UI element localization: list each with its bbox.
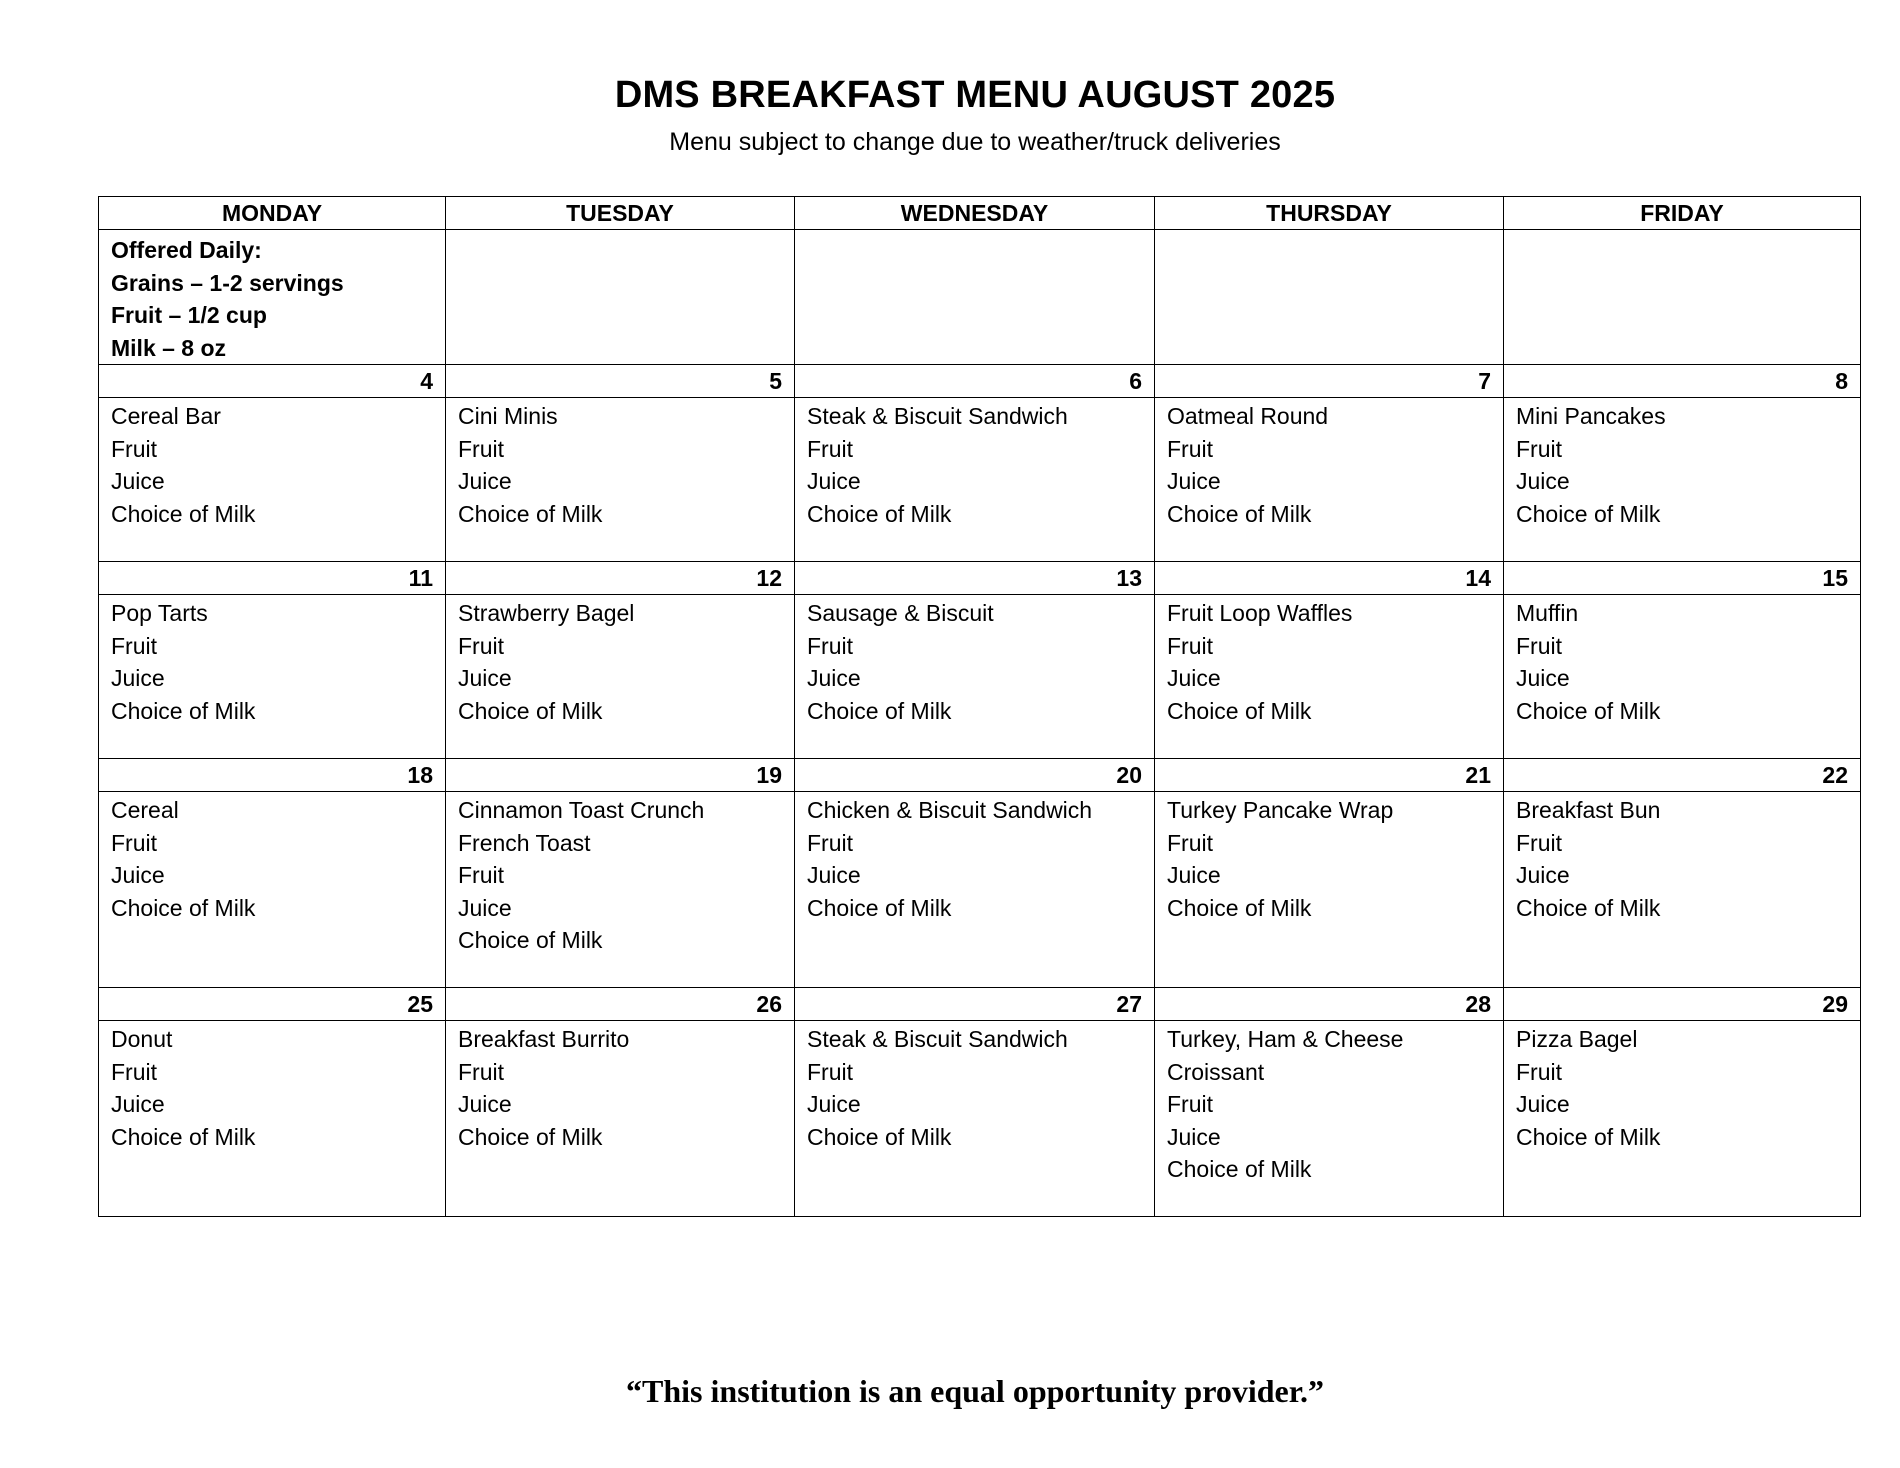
date-number-wednesday: 13 — [795, 562, 1155, 595]
menu-items-row — [99, 792, 1861, 988]
menu-item: Choice of Milk — [807, 697, 952, 724]
menu-item: Fruit — [111, 632, 157, 659]
menu-item: Choice of Milk — [1167, 1156, 1312, 1182]
menu-item: Fruit — [1516, 1058, 1562, 1085]
menu-item: Fruit — [807, 632, 853, 659]
menu-item: Cereal Bar — [111, 403, 221, 429]
menu-item: Choice of Milk — [458, 697, 603, 724]
offered-daily-heading: Offered Daily: — [111, 237, 262, 263]
menu-item: Chicken & Biscuit Sandwich — [807, 797, 1093, 823]
date-number-thursday: 7 — [1155, 365, 1504, 398]
menu-cell-friday — [1504, 792, 1861, 988]
day-header-row — [99, 197, 1861, 230]
menu-item: Mini Pancakes — [1516, 403, 1666, 429]
menu-item: Juice — [1516, 1091, 1570, 1117]
menu-item: Fruit — [1167, 1091, 1213, 1117]
menu-item: Juice — [111, 1091, 165, 1117]
offered-daily-row — [99, 230, 1861, 365]
menu-cell-friday — [1504, 398, 1861, 562]
menu-cell-monday — [99, 398, 446, 562]
menu-item: Juice — [458, 665, 512, 691]
date-number-friday: 8 — [1504, 365, 1861, 398]
menu-calendar — [98, 196, 1861, 1217]
offered-daily-cell — [99, 230, 446, 365]
menu-item: Cereal — [111, 797, 179, 823]
menu-item: Croissant — [1167, 1058, 1265, 1085]
date-number-friday: 15 — [1504, 562, 1861, 595]
menu-item: Cini Minis — [458, 403, 558, 429]
menu-item: Fruit — [111, 435, 157, 462]
menu-cell-tuesday — [446, 595, 795, 759]
menu-item: Choice of Milk — [458, 927, 603, 953]
menu-item: Breakfast Burrito — [458, 1026, 630, 1052]
menu-cell-thursday — [1155, 595, 1504, 759]
offered-daily-milk: Milk – 8 oz — [111, 334, 227, 361]
menu-item: Fruit — [458, 862, 504, 888]
date-number-tuesday: 12 — [446, 562, 795, 595]
menu-cell-thursday — [1155, 1021, 1504, 1217]
offered-daily-fruit: Fruit – 1/2 cup — [111, 302, 267, 328]
date-number-wednesday: 27 — [795, 988, 1155, 1021]
equal-opportunity-statement: “This institution is an equal opportunity provider.” — [626, 1373, 1324, 1409]
menu-item: Steak & Biscuit Sandwich — [807, 1026, 1068, 1052]
offered-daily-grains: Grains – 1-2 servings — [111, 269, 344, 296]
date-number-monday: 18 — [99, 759, 446, 792]
menu-cell-thursday — [1155, 398, 1504, 562]
menu-item: Choice of Milk — [1516, 894, 1661, 921]
menu-item: Choice of Milk — [111, 1123, 256, 1150]
date-number-thursday: 14 — [1155, 562, 1504, 595]
date-number-tuesday: 5 — [446, 365, 795, 398]
menu-item: Choice of Milk — [807, 500, 952, 527]
menu-item: Juice — [458, 894, 512, 921]
menu-item: Juice — [111, 468, 165, 494]
day-header-thursday: THURSDAY — [1155, 197, 1504, 230]
menu-item: Choice of Milk — [1167, 500, 1312, 527]
date-number-tuesday: 19 — [446, 759, 795, 792]
menu-item: Turkey, Ham & Cheese — [1167, 1026, 1404, 1052]
menu-cell-thursday — [1155, 792, 1504, 988]
date-number-wednesday: 20 — [795, 759, 1155, 792]
menu-cell-tuesday — [446, 1021, 795, 1217]
menu-item: Juice — [111, 862, 165, 888]
menu-item: Juice — [458, 468, 512, 494]
menu-item: Fruit — [1516, 632, 1562, 659]
menu-item: Muffin — [1516, 600, 1579, 626]
day-header-monday: MONDAY — [99, 197, 446, 230]
menu-item: Choice of Milk — [1167, 697, 1312, 724]
menu-item: Juice — [458, 1091, 512, 1117]
menu-item: Fruit — [807, 435, 853, 462]
menu-item: Pop Tarts — [111, 600, 208, 626]
menu-cell-monday — [99, 595, 446, 759]
menu-item: Oatmeal Round — [1167, 403, 1329, 429]
menu-item: Fruit — [111, 829, 157, 856]
date-row — [99, 988, 1861, 1021]
menu-item: Choice of Milk — [111, 500, 256, 527]
menu-cell-wednesday — [795, 595, 1155, 759]
date-row — [99, 759, 1861, 792]
menu-item: Juice — [807, 862, 861, 888]
menu-item: Choice of Milk — [1516, 1123, 1661, 1150]
date-row — [99, 562, 1861, 595]
menu-items-row — [99, 595, 1861, 759]
menu-item: Fruit — [458, 632, 504, 659]
menu-item: Fruit — [111, 1058, 157, 1085]
menu-item: Juice — [807, 468, 861, 494]
date-row — [99, 365, 1861, 398]
menu-item: Choice of Milk — [1516, 697, 1661, 724]
menu-item: Juice — [1516, 862, 1570, 888]
menu-item: Juice — [807, 665, 861, 691]
menu-item: Fruit — [807, 1058, 853, 1085]
menu-items-row — [99, 398, 1861, 562]
date-number-thursday: 28 — [1155, 988, 1504, 1021]
menu-items-row — [99, 1021, 1861, 1217]
menu-item: Steak & Biscuit Sandwich — [807, 403, 1068, 429]
menu-item: Cinnamon Toast Crunch — [458, 797, 705, 823]
menu-item: Choice of Milk — [807, 1123, 952, 1150]
menu-item: Juice — [111, 665, 165, 691]
menu-cell-tuesday — [446, 792, 795, 988]
menu-item: Juice — [1167, 468, 1221, 494]
day-header-tuesday: TUESDAY — [446, 197, 795, 230]
date-number-monday: 25 — [99, 988, 446, 1021]
empty-cell — [1504, 230, 1861, 365]
menu-item: Fruit — [1167, 829, 1213, 856]
menu-item: Turkey Pancake Wrap — [1167, 797, 1394, 823]
empty-cell — [446, 230, 795, 365]
menu-cell-monday — [99, 792, 446, 988]
menu-item: Choice of Milk — [111, 697, 256, 724]
menu-item: Choice of Milk — [111, 894, 256, 921]
menu-item: Fruit — [1167, 632, 1213, 659]
menu-item: Juice — [1516, 468, 1570, 494]
menu-item: Choice of Milk — [1516, 500, 1661, 527]
menu-item: Fruit — [458, 1058, 504, 1085]
page-subtitle: Menu subject to change due to weather/truck deliveries — [669, 128, 1281, 156]
empty-cell — [1155, 230, 1504, 365]
menu-cell-wednesday — [795, 1021, 1155, 1217]
menu-item: Breakfast Bun — [1516, 797, 1661, 823]
menu-item: Choice of Milk — [458, 1123, 603, 1150]
menu-item: Juice — [1167, 665, 1221, 691]
menu-cell-wednesday — [795, 398, 1155, 562]
menu-item: Choice of Milk — [807, 894, 952, 921]
empty-cell — [795, 230, 1155, 365]
menu-item: Pizza Bagel — [1516, 1026, 1638, 1052]
menu-item: Fruit — [807, 829, 853, 856]
day-header-friday: FRIDAY — [1504, 197, 1861, 230]
menu-cell-friday — [1504, 595, 1861, 759]
menu-item: Donut — [111, 1026, 173, 1052]
page-title: DMS BREAKFAST MENU AUGUST 2025 — [614, 74, 1336, 116]
menu-item: Juice — [1167, 862, 1221, 888]
date-number-monday: 11 — [99, 562, 446, 595]
menu-item: Juice — [1167, 1123, 1221, 1150]
menu-item: Fruit — [1516, 435, 1562, 462]
menu-item: French Toast — [458, 829, 591, 856]
menu-item: Fruit — [458, 435, 504, 462]
date-number-friday: 22 — [1504, 759, 1861, 792]
date-number-wednesday: 6 — [795, 365, 1155, 398]
day-header-wednesday: WEDNESDAY — [795, 197, 1155, 230]
menu-cell-wednesday — [795, 792, 1155, 988]
menu-item: Choice of Milk — [458, 500, 603, 527]
date-number-tuesday: 26 — [446, 988, 795, 1021]
menu-cell-tuesday — [446, 398, 795, 562]
menu-item: Sausage & Biscuit — [807, 600, 994, 626]
menu-item: Choice of Milk — [1167, 894, 1312, 921]
date-number-friday: 29 — [1504, 988, 1861, 1021]
date-number-thursday: 21 — [1155, 759, 1504, 792]
menu-item: Juice — [1516, 665, 1570, 691]
menu-item: Fruit — [1516, 829, 1562, 856]
menu-cell-friday — [1504, 1021, 1861, 1217]
menu-item: Fruit — [1167, 435, 1213, 462]
date-number-monday: 4 — [99, 365, 446, 398]
menu-cell-monday — [99, 1021, 446, 1217]
menu-item: Fruit Loop Waffles — [1167, 600, 1353, 626]
menu-item: Juice — [807, 1091, 861, 1117]
menu-item: Strawberry Bagel — [458, 600, 635, 626]
